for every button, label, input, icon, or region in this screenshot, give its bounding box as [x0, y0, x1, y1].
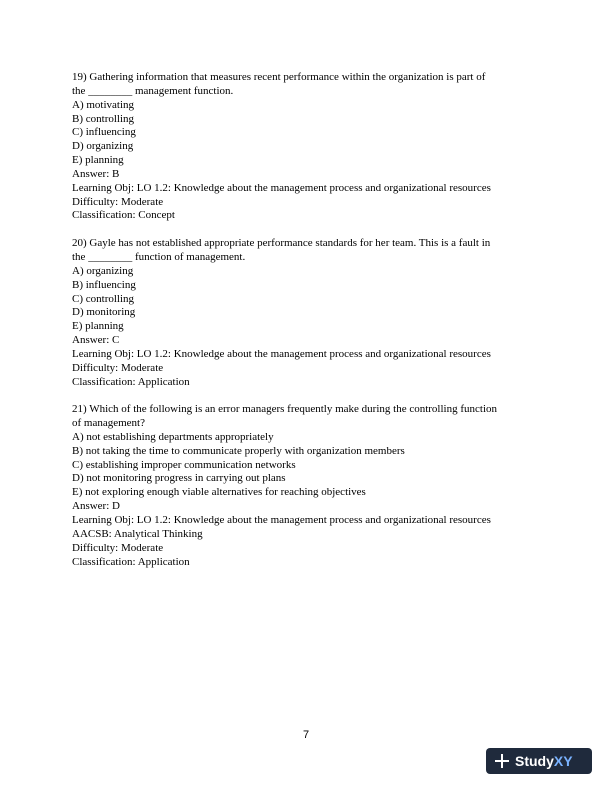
learning-objective: Learning Obj: LO 1.2: Knowledge about the management process and organizational resources: [72, 347, 491, 360]
studyxy-badge[interactable]: [486, 748, 592, 774]
classification: Classification: Application: [72, 375, 190, 388]
question-stem-line: 19) Gathering information that measures recent performance within the organization is part of: [72, 71, 486, 83]
answer-option: C) establishing improper communication networks: [72, 458, 296, 471]
question-19: [72, 71, 542, 223]
answer-key: Answer: B: [72, 167, 120, 180]
answer-option: A) organizing: [72, 264, 134, 277]
difficulty: Difficulty: Moderate: [72, 541, 164, 554]
question-20: [72, 237, 542, 389]
answer-option: E) not exploring enough viable alternatives for reaching objectives: [72, 486, 366, 499]
answer-key: Answer: C: [72, 334, 120, 347]
question-stem-line: of management?: [72, 417, 145, 430]
question-stem-line: 20) Gayle has not established appropriate performance standards for her team. This is a fault in: [72, 237, 491, 250]
classification: Classification: Concept: [72, 209, 175, 222]
answer-option: D) organizing: [72, 140, 134, 153]
answer-option: B) influencing: [72, 278, 136, 291]
brand-name-accent: XY: [553, 753, 573, 769]
answer-option: D) not monitoring progress in carrying out plans: [72, 472, 286, 485]
answer-option: C) influencing: [72, 126, 136, 139]
answer-option: D) monitoring: [72, 306, 136, 319]
brand-name-main: Study: [515, 753, 554, 769]
plus-icon: [494, 753, 510, 769]
answer-option: A) motivating: [72, 98, 135, 111]
question-stem-line: the ________ function of management.: [72, 250, 246, 263]
answer-key: Answer: D: [72, 500, 120, 513]
learning-objective: Learning Obj: LO 1.2: Knowledge about the management process and organizational resources: [72, 181, 491, 194]
difficulty: Difficulty: Moderate: [72, 361, 164, 374]
classification: Classification: Application: [72, 555, 190, 568]
answer-option: B) not taking the time to communicate properly with organization members: [72, 444, 405, 457]
question-stem-line: 21) Which of the following is an error managers frequently make during the controlling function: [72, 403, 498, 416]
answer-option: E) planning: [72, 154, 124, 167]
question-stem-line: the ________ management function.: [72, 84, 234, 97]
page-number: 7: [302, 729, 310, 741]
answer-option: C) controlling: [72, 292, 135, 305]
answer-option: B) controlling: [72, 112, 135, 125]
difficulty: Difficulty: Moderate: [72, 195, 164, 208]
aacsb-tag: AACSB: Analytical Thinking: [72, 527, 203, 540]
document-body: [72, 71, 542, 569]
answer-option: E) planning: [72, 320, 124, 333]
brand-name: [515, 753, 573, 769]
learning-objective: Learning Obj: LO 1.2: Knowledge about the management process and organizational resources: [72, 514, 491, 526]
answer-option: A) not establishing departments appropriately: [72, 430, 274, 443]
question-21: [72, 403, 542, 569]
